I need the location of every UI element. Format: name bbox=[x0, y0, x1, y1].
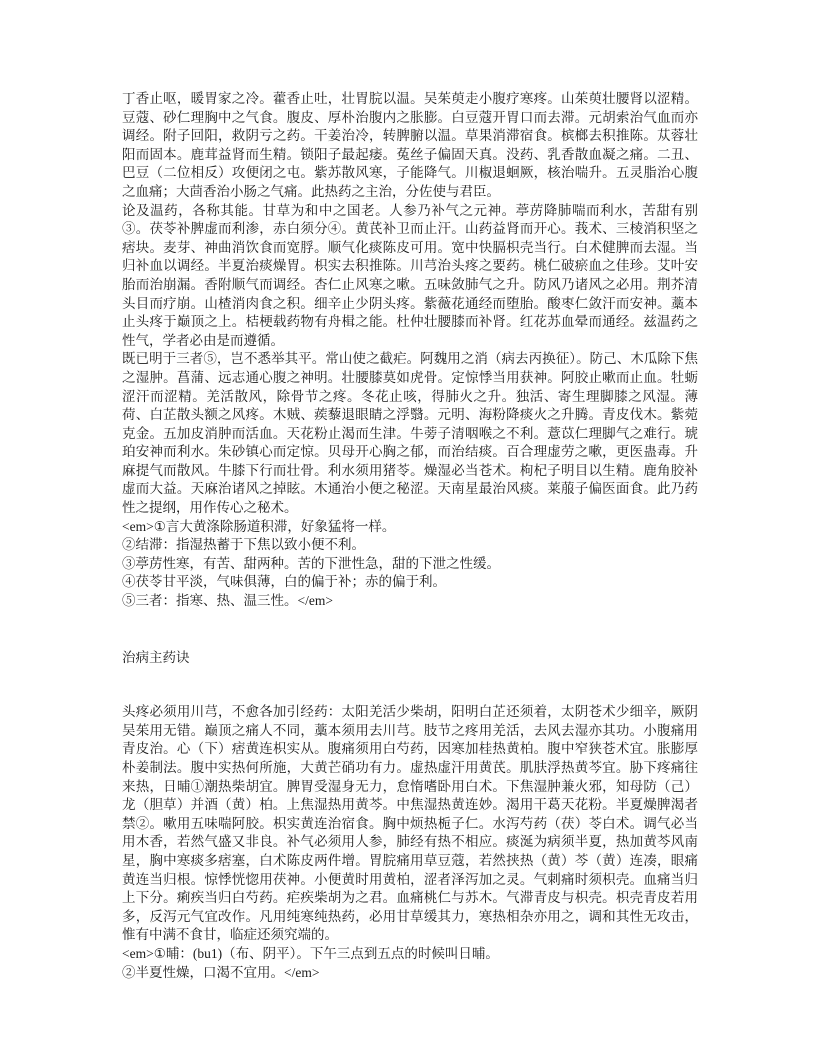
footnotes-block-2 bbox=[122, 945, 698, 982]
footnote-line-2: ②半夏性燥，口渴不宜用。</em> bbox=[122, 964, 320, 980]
footnote-line-4: ④茯苓甘平淡，气味俱薄，白的偏于补；赤的偏于利。 bbox=[122, 574, 446, 590]
footnote-line-2: ②结滞：指湿热蓄于下焦以致小便不利。 bbox=[122, 537, 365, 553]
footnote-line-3: ③葶苈性寒，有苦、甜两种。苦的下泄性急，甜的下泄之性缓。 bbox=[122, 555, 500, 571]
paragraph-warm-drugs: 论及温药，各称其能。甘草为和中之国老。人参乃补气之元神。葶苈降肺喘而利水，苦甜有别③。茯苓补脾虚而利渗，赤白须分④。黄芪补卫而止汗。山药益肾而开心。莪术、三棱消积坚之痞块。麦芽、神曲消饮食而宽脬。顺气化痰陈皮可用。宽中快膈枳壳当行。白术健脾而去湿。当归补血以调经。半夏治痰燥胃。枳实去积推陈。川芎治头疼之要药。桃仁破瘀血之佳珍。艾叶安胎而治崩漏。香附顺气而调经。杏仁止风寒之嗽。五味敛肺气之升。防风乃诸风之必用。荆芥清头目而疗崩。山楂消肉食之积。细辛止少阴头疼。紫薇花通经而堕胎。酸枣仁敛汗而安神。藁本止头疼于巅顶之上。桔梗载药物有舟楫之能。杜仲壮腰膝而补肾。红花苏血晕而通经。兹温药之性气，学者必由是而遵循。 bbox=[122, 202, 698, 348]
paragraph-neutral-drugs: 既已明于三者⑤，岂不悉举其平。常山使之截疟。阿魏用之消（病去丙换征）。防己、木瓜除下焦之湿肿。菖蒲、远志通心腹之神明。壮腰膝莫如虎骨。定惊悸当用获神。阿胶止嗽而止血。牡蛎涩汗而涩精。羌活散风，除骨节之疼。冬花止咳，得肺火之升。独活、寄生理脚膝之风湿。薄荷、白芷散头额之风疼。木贼、蒺藜退眼睛之浮翳。元明、海粉降痰火之升腾。青皮伐木。紫菀克金。五加皮消肿而活血。天花粉止渴而生津。牛蒡子清咽喉之不利。薏苡仁理脚气之难行。琥珀安神而利水。朱砂镇心而定惊。贝母开心胸之郁，而治结痰。百合理虚劳之嗽，更医蛊毒。升麻提气而散风。牛膝下行而壮骨。利水须用猪苓。燥湿必当苍术。枸杞子明目以生精。鹿角胶补虚而大益。天麻治诸风之掉眩。木通治小便之秘涩。天南星最治风痰。莱菔子偏医面食。此乃药性之提纲，用作传心之秘术。 bbox=[122, 351, 698, 516]
footnote-line-1: <em>①晡：(bu1)（布、阴平）。下午三点到五点的时候叫日晡。 bbox=[122, 945, 499, 961]
footnote-line-1: <em>①言大黄涤除肠道积滞，好象猛将一样。 bbox=[122, 518, 396, 534]
section-heading-main-drug-verse: 治病主药诀 bbox=[122, 649, 190, 665]
paragraph-hot-drugs: 丁香止呕，暖胃家之冷。藿香止吐，壮胃脘以温。吴茱萸走小腹疗寒疼。山茱萸壮腰肾以涩精。豆蔻、砂仁理胸中之气食。腹皮、厚朴治腹内之胀膨。白豆蔻开胃口而去滞。元胡索治气血而亦调经。附子回阳，救阴亏之药。干姜治冷，转脾腑以温。草果消滞宿食。槟榔去积推陈。苁蓉壮阳而固本。鹿茸益肾而生精。锁阳子最起痿。菟丝子偏固天真。没药、乳香散血凝之痛。二丑、巴豆（二位相反）攻便闭之屯。紫苏散风寒，子能降气。川椒退蛔厥，核治喘升。五灵脂治心腹之血痛；大茴香治小肠之气痛。此热药之主治，分佐使与君臣。 bbox=[122, 91, 698, 199]
paragraph-main-drug-verse: 头疼必须用川芎，不愈各加引经药：太阳羌活少柴胡，阳明白芷还须着，太阴苍术少细辛，厥阴吴茱用无错。巅顶之痛人不同，藁本须用去川芎。肢节之疼用羌活，去风去湿亦其功。小腹痛用青皮治。心（下）痞黄连枳实从。腹痛须用白芍药，因寒加桂热黄柏。腹中窄狭苍术宜。胀膨厚朴姜制法。腹中实热何所施，大黄芒硝功有力。虚热虚汗用黄芪。肌肤浮热黄芩宜。胁下疼痛往来热，日晡①潮热柴胡宜。脾胃受湿身无力，怠惰嗜卧用白术。下焦湿肿兼火邪，知母防（己）龙（胆草）并酒（黄）柏。上焦湿热用黄芩。中焦湿热黄连妙。渴用干葛天花粉。半夏燥脾渴者禁②。嗽用五味喘阿胶。枳实黄连治宿食。胸中烦热栀子仁。水泻芍药（茯）苓白术。调气必当用木香，若然气盛又非良。补气必须用人参，肺经有热不相应。痰涎为病须半夏，热加黄芩风南星，胸中寒痰多痞塞，白术陈皮两件增。胃脘痛用草豆蔻，若然挟热（黄）芩（黄）连凑，眼痛黄连当归根。惊悸恍惚用茯神。小便黄时用黄柏，涩者泽泻加之灵。气刺痛时须枳壳。血痛当归上下分。痢疾当归白芍药。疟疾柴胡为之君。血痛桃仁与苏木。气滞青皮与枳壳。枳壳青皮若用多，反泻元气宜改作。凡用纯寒纯热药，必用甘草缓其力，寒热相杂亦用之，调和其性无攻击，惟有中满不食甘，临症还须究端的。 bbox=[122, 704, 698, 943]
footnote-line-5: ⑤三者：指寒、热、温三性。</em> bbox=[122, 593, 333, 609]
footnotes-block-1 bbox=[122, 518, 698, 611]
